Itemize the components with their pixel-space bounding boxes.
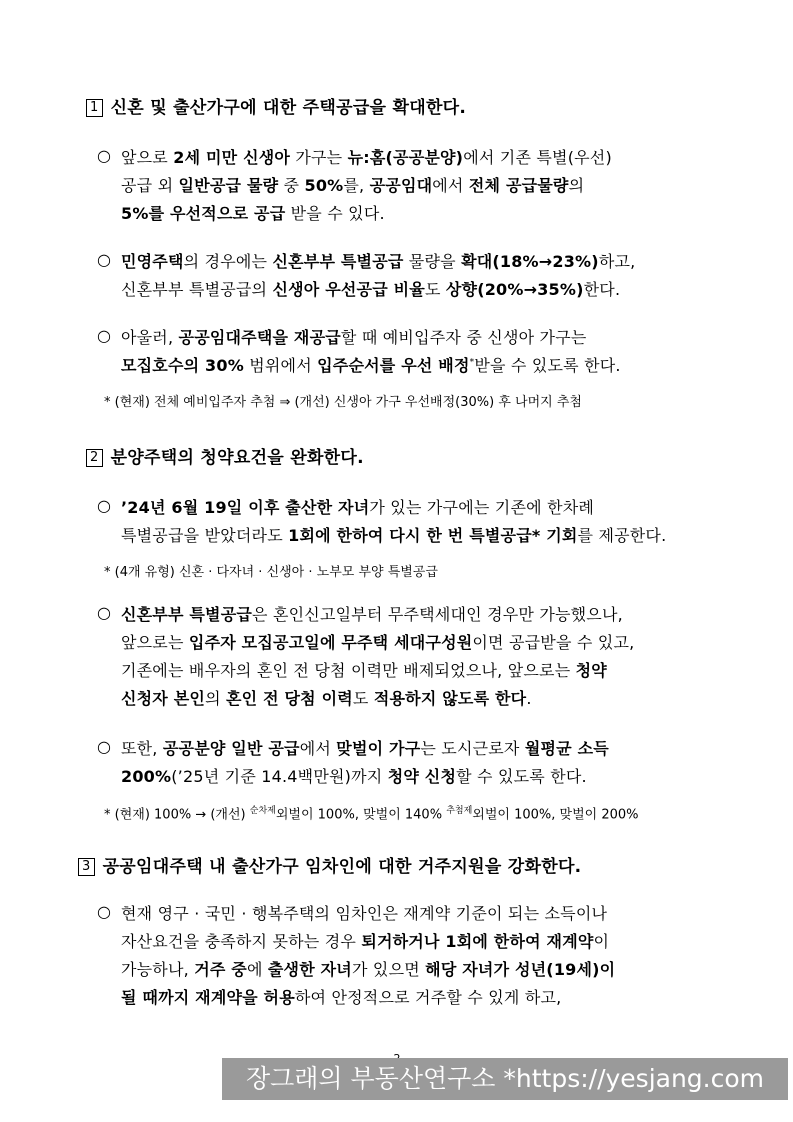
paragraph-line: [121, 630, 634, 653]
paragraph-line: [121, 985, 561, 1008]
watermark-banner: 장그래의 부동산연구소 *https://yesjang.com: [222, 1058, 788, 1100]
bold-text-run: 해당 자녀가 성년(19세)이: [425, 960, 616, 979]
bold-text-run: 청약 신청: [387, 767, 457, 786]
text-run: 외벌이 100%, 맞벌이 200%: [472, 807, 639, 823]
text-run: 하고,: [598, 252, 636, 271]
text-run: 는 도시근로자: [420, 739, 525, 758]
paragraph-line: [121, 736, 609, 759]
text-run: 특별공급을 받았더라도: [121, 526, 289, 545]
paragraph-line: [121, 145, 612, 168]
text-run: 에서: [299, 739, 337, 758]
section-title: 신혼 및 출산가구에 대한 주택공급을 확대한다.: [110, 98, 467, 118]
paragraph-line: [121, 686, 532, 709]
bold-text-run: 전체 공급물량: [468, 176, 569, 195]
text-run: 또한,: [121, 739, 163, 758]
bold-text-run: 맞벌이 가구: [336, 739, 421, 758]
footnote: * (4개 유형) 신혼 · 다자녀 · 신생아 · 노부모 부양 특별공급: [104, 565, 438, 580]
bold-text-run: 신혼부부 특별공급: [272, 252, 404, 271]
section-title: 분양주택의 청약요건을 완화한다.: [110, 448, 364, 468]
text-run: 의 경우에는: [183, 252, 273, 271]
text-run: 를,: [343, 176, 370, 195]
paragraph-line: [121, 173, 584, 196]
text-run: 이면 공급받을 수 있고,: [472, 633, 635, 652]
bold-text-run: 50%: [304, 176, 344, 195]
text-run: 받을 수 있도록 한다.: [474, 356, 621, 375]
text-run: 은 혼인신고일부터 무주택세대인 경우만 가능했으나,: [252, 605, 623, 624]
bold-text-run: 거주 중: [194, 960, 247, 979]
bullet-icon: ○: [97, 603, 111, 622]
text-run: (’25년 기준 14.4백만원)까지: [171, 767, 388, 786]
bold-text-run: 공공임대주택을 재공급: [178, 328, 341, 347]
bold-text-run: 5%를 우선적으로 공급: [121, 204, 286, 223]
bold-text-run: 신청자 본인: [121, 689, 206, 708]
section-3-heading: [78, 852, 581, 877]
bold-text-run: 200%: [121, 767, 172, 786]
text-run: 외벌이 100%, 맞벌이 140%: [275, 807, 447, 823]
bold-text-run: 입주순서를 우선 배정: [317, 356, 470, 375]
text-run: 할 수 있도록 한다.: [456, 767, 587, 786]
text-run: 기존에는 배우자의 혼인 전 당첨 이력만 배제되었으나, 앞으로는: [121, 661, 576, 680]
paragraph-line: [121, 277, 620, 300]
bold-text-run: 확대(18%→23%): [461, 252, 599, 271]
paragraph-line: [121, 957, 615, 980]
section-number: 1: [86, 99, 103, 117]
text-run: 자산요건을 충족하지 못하는 경우: [121, 932, 362, 951]
paragraph-line: [121, 495, 594, 518]
section-1-heading: [86, 93, 466, 118]
section-title: 공공임대주택 내 출산가구 임차인에 대한 거주지원을 강화한다.: [102, 857, 582, 877]
text-run: 추첨제: [446, 806, 473, 816]
text-run: 도: [352, 689, 374, 708]
text-run: .: [526, 689, 532, 708]
bold-text-run: 신혼부부 특별공급: [121, 605, 253, 624]
bold-text-run: 2세 미만 신생아: [173, 148, 291, 167]
text-run: 가 있는 가구에는 기존에 한차례: [369, 498, 595, 517]
paragraph-line: [121, 764, 587, 787]
bold-text-run: 공공임대: [369, 176, 433, 195]
paragraph-line: [121, 201, 385, 224]
bold-text-run: 1회에 한하여 다시 한 번 특별공급* 기회: [288, 526, 578, 545]
bullet-icon: ○: [97, 326, 111, 345]
bold-text-run: 공공분양 일반 공급: [162, 739, 300, 758]
section-2-heading: [86, 443, 364, 468]
text-run: 신혼부부 특별공급의: [121, 280, 273, 299]
bullet-icon: ○: [97, 146, 111, 165]
text-run: 하여 안정적으로 거주할 수 있게 하고,: [294, 988, 562, 1007]
text-run: 에: [246, 960, 268, 979]
text-run: 한다.: [583, 280, 621, 299]
bold-text-run: 뉴:홈(공공분양): [347, 148, 464, 167]
text-run: 받을 수 있다.: [285, 204, 385, 223]
bold-text-run: 될 때까지 재계약을 허용: [121, 988, 295, 1007]
paragraph-line: [121, 602, 623, 625]
text-run: 물량을: [403, 252, 462, 271]
bold-text-run: 청약: [575, 661, 607, 680]
paragraph-line: [121, 249, 635, 272]
text-run: 현재 영구 · 국민 · 행복주택의 임차인은 재계약 기준이 되는 소득이나: [121, 904, 608, 923]
bullet-icon: ○: [97, 737, 111, 756]
text-run: 의: [205, 689, 227, 708]
bold-text-run: ’24년 6월 19일 이후 출산한 자녀: [121, 498, 370, 517]
paragraph-line: [121, 929, 609, 952]
text-run: *: [469, 357, 475, 368]
paragraph-line: [121, 658, 607, 681]
text-run: 중: [278, 176, 305, 195]
text-run: 앞으로는: [121, 633, 189, 652]
text-run: 할 때 예비입주자 중 신생아 가구는: [340, 328, 587, 347]
text-run: 이: [593, 932, 610, 951]
text-run: 도: [424, 280, 446, 299]
text-run: 에서 기존 특별(우선): [463, 148, 612, 167]
bold-text-run: 민영주택: [121, 252, 184, 271]
text-run: 가구는: [290, 148, 348, 167]
text-run: 공급 외: [121, 176, 179, 195]
text-run: 의: [568, 176, 585, 195]
text-run: 를 제공한다.: [577, 526, 667, 545]
text-run: 아울러,: [121, 328, 179, 347]
text-run: 가 있으면: [351, 960, 426, 979]
footnote: * (현재) 전체 예비입주자 추첨 ⇒ (개선) 신생아 가구 우선배정(30%) 후 나머지 추첨: [104, 395, 582, 410]
bold-text-run: 모집호수의 30%: [121, 356, 244, 375]
bullet-icon: ○: [97, 496, 111, 515]
bold-text-run: 일반공급 물량: [178, 176, 279, 195]
paragraph-line: [121, 353, 621, 376]
bold-text-run: 출생한 자녀: [267, 960, 352, 979]
text-run: 범위에서: [243, 356, 318, 375]
section-number: 2: [86, 449, 103, 467]
bold-text-run: 월평균 소득: [524, 739, 609, 758]
text-run: 순차제: [249, 806, 276, 816]
bullet-icon: ○: [97, 902, 111, 921]
text-run: * (현재) 100% → (개선): [104, 807, 250, 823]
section-number: 3: [78, 858, 95, 876]
bold-text-run: 입주자 모집공고일에 무주택 세대구성원: [188, 633, 473, 652]
bold-text-run: 상향(20%→35%): [445, 280, 584, 299]
bold-text-run: 퇴거하거나 1회에 한하여 재계약: [361, 932, 594, 951]
text-run: 에서: [432, 176, 469, 195]
paragraph-line: [121, 901, 607, 924]
paragraph-line: [121, 523, 666, 546]
paragraph-line: [121, 325, 587, 348]
footnote: [104, 803, 639, 822]
bullet-icon: ○: [97, 250, 111, 269]
text-run: 가능하나,: [121, 960, 195, 979]
bold-text-run: 신생아 우선공급 비율: [272, 280, 425, 299]
bold-text-run: 혼인 전 당첨 이력: [226, 689, 353, 708]
text-run: 앞으로: [121, 148, 174, 167]
bold-text-run: 적용하지 않도록 한다: [373, 689, 527, 708]
